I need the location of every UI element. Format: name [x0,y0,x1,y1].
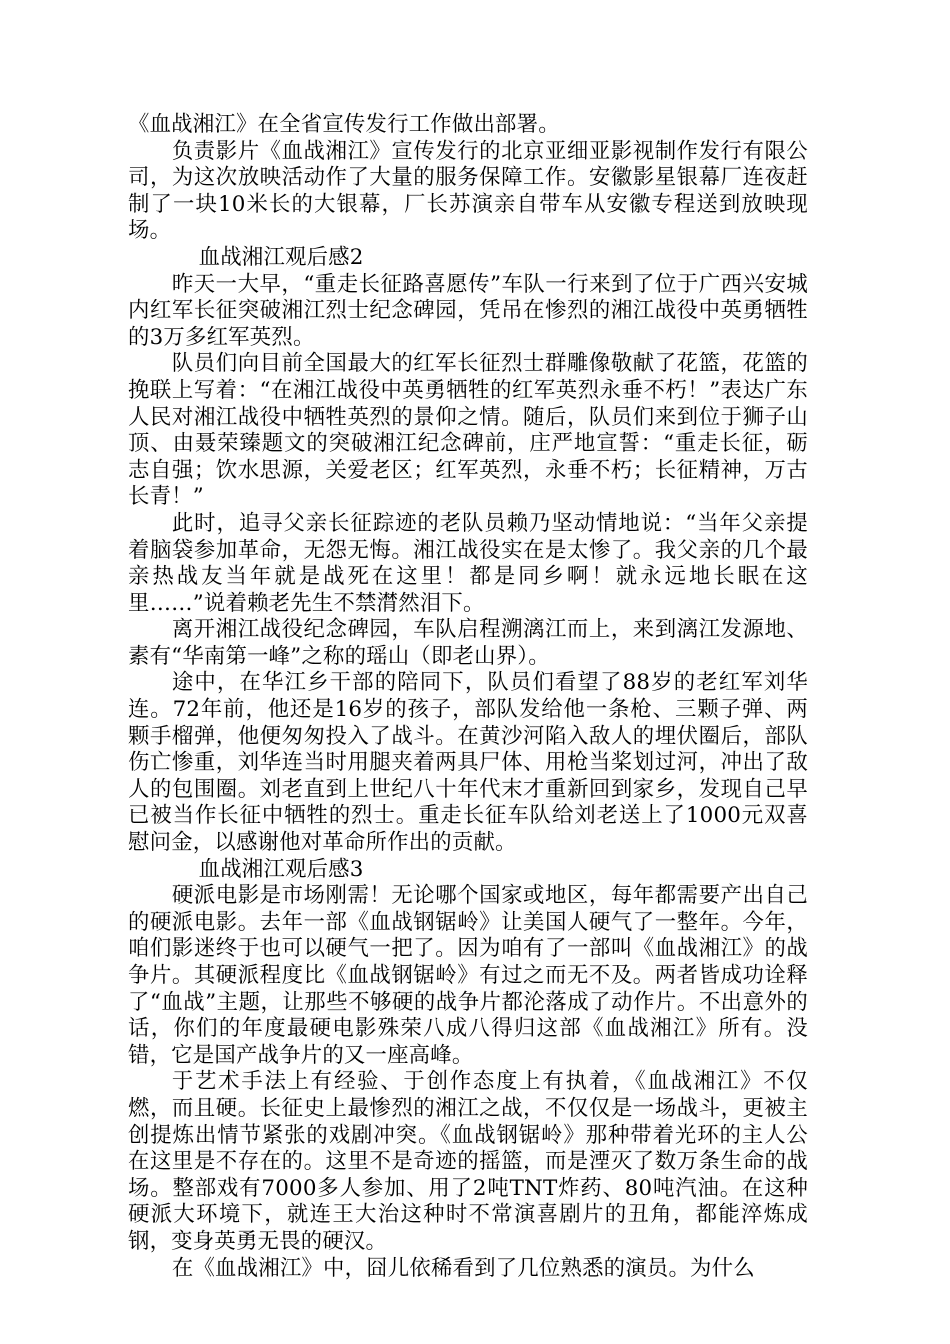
paragraph: 于艺术手法上有经验、于创作态度上有执着，《血战湘江》不仅燃，而且硬。长征史上最惨烈的湘江之战，不仅仅是一场战斗，更被主创提炼出情节紧张的戏剧冲突。《血战钢锯岭》那种带着光环的主人公在这里是不存在的。这里不是奇迹的摇篮，而是湮灭了数万条生命的战场。整部戏有7000多人参加、用了2吨TNT炸药、80吨汽油。在这种硬派大环境下，就连王大治这种时不常演喜剧片的丑角，都能淬炼成钢，变身英勇无畏的硬汉。 [128,1069,808,1254]
paragraph: 队员们向目前全国最大的红军长征烈士群雕像敬献了花篮，花篮的挽联上写着：“在湘江战役中英勇牺牲的红军英烈永垂不朽！”表达广东人民对湘江战役中牺牲英烈的景仰之情。随后，队员们来到位于狮子山顶、由聂荣臻题文的突破湘江纪念碑前，庄严地宣誓：“重走长征，砺志自强；饮水思源，关爱老区；红军英烈，永垂不朽；长征精神，万古长青！” [128,351,808,510]
section-heading: 血战湘江观后感2 [198,244,364,270]
paragraph: 途中，在华江乡干部的陪同下，队员们看望了88岁的老红军刘华连。72年前，他还是16岁的孩子，部队发给他一条枪、三颗子弹、两颗手榴弹，他便匆匆投入了战斗。在黄沙河陷入敌人的埋伏圈后，部队伤亡惨重，刘华连当时用腿夹着两具尸体、用枪当桨划过河，冲出了敌人的包围圈。刘老直到上世纪八十年代末才重新回到家乡，发现自己早已被当作长征中牺牲的烈士。重走长征车队给刘老送上了1000元双喜慰问金，以感谢他对革命所作出的贡献。 [128,670,808,856]
paragraph: 硬派电影是市场刚需！无论哪个国家或地区，每年都需要产出自己的硬派电影。去年一部《血战钢锯岭》让美国人硬气了一整年。今年，咱们影迷终于也可以硬气一把了。因为咱有了一部叫《血战湘江》的战争片。其硬派程度比《血战钢锯岭》有过之而无不及。两者皆成功诠释了“血战”主题，让那些不够硬的战争片都沦落成了动作片。不出意外的话，你们的年度最硬电影殊荣八成八得归这部《血战湘江》所有。没错，它是国产战争片的又一座高峰。 [128,883,808,1068]
paragraph: 昨天一大早，“重走长征路喜愿传”车队一行来到了位于广西兴安城内红军长征突破湘江烈士纪念碑园，凭吊在惨烈的湘江战役中英勇牺牲的3万多红军英烈。 [128,271,808,350]
section-heading: 血战湘江观后感3 [198,856,364,882]
paragraph: 《血战湘江》在全省宣传发行工作做出部署。 [128,112,560,137]
paragraph: 离开湘江战役纪念碑园，车队启程溯漓江而上，来到漓江发源地、素有“华南第一峰”之称的瑶山（即老山界）。 [128,617,808,669]
paragraph: 负责影片《血战湘江》宣传发行的北京亚细亚影视制作发行有限公司，为这次放映活动作了大量的服务保障工作。安徽影星银幕厂连夜赶制了一块10米长的大银幕，厂长苏演亲自带车从安徽专程送到放映现场。 [128,138,808,244]
paragraph: 在《血战湘江》中，囧儿依稀看到了几位熟悉的演员。为什么 [171,1255,755,1281]
document-page [128,112,808,1282]
paragraph: 此时，追寻父亲长征踪迹的老队员赖乃坚动情地说：“当年父亲提着脑袋参加革命，无怨无悔。湘江战役实在是太惨了。我父亲的几个最亲热战友当年就是战死在这里！都是同乡啊！就永远地长眠在这里……”说着赖老先生不禁潸然泪下。 [128,510,808,616]
